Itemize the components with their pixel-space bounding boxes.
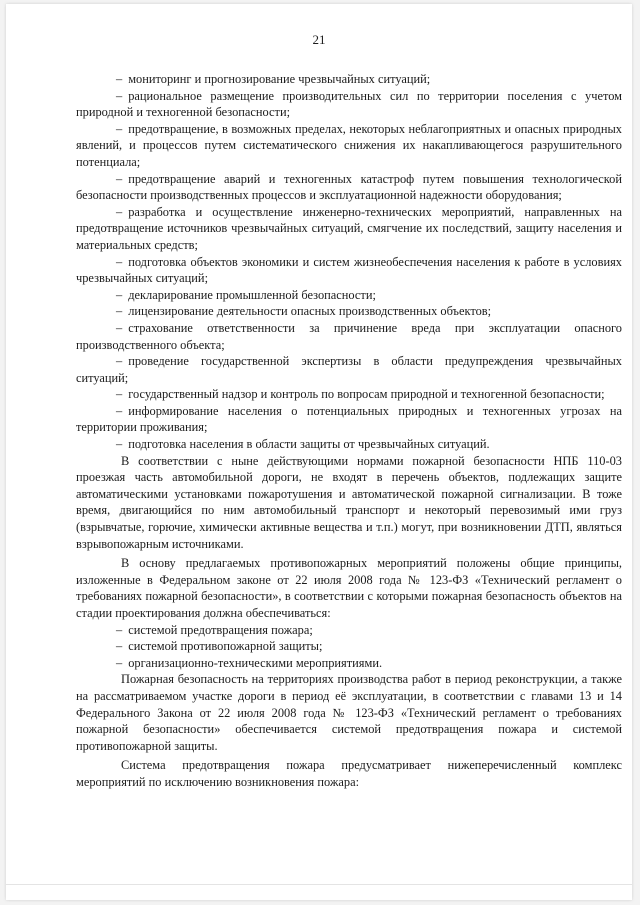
list-dash: – [116, 387, 123, 402]
list-dash: – [116, 354, 123, 369]
list-item-text: декларирование промышленной безопасности; [128, 287, 376, 302]
list-item-text: предотвращение, в возможных пределах, некоторых неблагоприятных и опасных природных явлений, и процессов путем систематического снижения их накапливающегося разрушительного потенциала; [76, 121, 622, 169]
safety-systems-list [76, 622, 622, 672]
paragraph-prevention: Система предотвращения пожара предусматривает нижеперечисленный комплекс мероприятий по исключению возникновения пожара: [76, 758, 622, 789]
list-item [76, 204, 622, 254]
list-item [76, 638, 622, 655]
list-item [76, 622, 622, 639]
list-dash: – [116, 88, 123, 103]
list-item [76, 287, 622, 304]
measures-list [76, 71, 622, 453]
list-item-text: информирование населения о потенциальных природных и техногенных угрозах на территории проживания; [76, 403, 622, 435]
list-item [76, 88, 622, 121]
list-item-text: лицензирование деятельности опасных производственных объектов; [128, 304, 492, 319]
list-dash: – [116, 655, 123, 670]
list-item-text: разработка и осуществление инженерно-технических мероприятий, направленных на предотвращение источников чрезвычайных ситуаций, смягчение их последствий, защиту населения и материальных средств; [76, 204, 622, 252]
list-item [76, 121, 622, 171]
list-dash: – [116, 304, 123, 319]
list-item-text: системой противопожарной защиты; [128, 639, 323, 654]
document-page [6, 4, 632, 900]
list-item-text: подготовка объектов экономики и систем жизнеобеспечения населения к работе в условиях чрезвычайных ситуаций; [76, 254, 622, 286]
page-number: 21 [312, 32, 326, 47]
list-item-text: организационно-техническими мероприятиями. [128, 655, 383, 670]
list-item [76, 320, 622, 353]
list-item-text: рациональное размещение производительных сил по территории поселения с учетом природной и техногенной безопасности; [76, 88, 622, 120]
list-item-text: предотвращение аварий и техногенных катастроф путем повышения технологической безопасности производственных процессов и эксплуатационной надежности оборудования; [76, 171, 622, 203]
list-item-text: системой предотвращения пожара; [128, 622, 313, 637]
list-item [76, 436, 622, 453]
list-item [76, 303, 622, 320]
list-item-text: страхование ответственности за причинение вреда при эксплуатации опасного производственного объекта; [76, 320, 622, 352]
paragraph-fire-safety: Пожарная безопасность на территориях производства работ в период реконструкции, а также на рассматриваемом участке дороги в период её эксплуатации, в соответствии с главами 13 и 14 Федерального Закона от 22 июля 2008 года № 123-ФЗ «Технический регламент о требованиях пожарной безопасности» обеспечивается системой предотвращения пожара и системой противопожарной защиты. [76, 672, 622, 753]
list-dash: – [116, 437, 123, 452]
list-item-text: мониторинг и прогнозирование чрезвычайных ситуаций; [128, 72, 431, 86]
list-dash: – [116, 204, 123, 219]
list-dash: – [116, 287, 123, 302]
list-item [76, 655, 622, 672]
list-dash: – [116, 121, 123, 136]
page-bottom-edge [6, 884, 632, 885]
list-item-text: подготовка населения в области защиты от чрезвычайных ситуаций. [128, 437, 490, 452]
list-item [76, 71, 622, 88]
list-dash: – [116, 254, 123, 269]
body-text [76, 71, 622, 791]
list-dash: – [116, 403, 123, 418]
list-item-text: проведение государственной экспертизы в области предупреждения чрезвычайных ситуаций; [76, 354, 622, 385]
list-item [76, 386, 622, 403]
list-dash: – [116, 171, 123, 186]
list-item [76, 353, 622, 386]
list-item-text: государственный надзор и контроль по вопросам природной и техногенной безопасности; [128, 387, 605, 402]
paragraph-principles: В основу предлагаемых противопожарных мероприятий положены общие принципы, изложенные в Федеральном законе от 22 июля 2008 года № 123-ФЗ «Технический регламент о требованиях пожарной безопасности», в соответствии с которыми пожарная безопасность объектов на стадии проектирования должна обеспечиваться: [76, 556, 622, 620]
list-dash: – [116, 622, 123, 637]
list-item [76, 403, 622, 436]
paragraph-npb: В соответствии с ныне действующими нормами пожарной безопасности НПБ 110-03 проезжая часть автомобильной дороги, не входят в перечень объектов, подлежащих защите автоматическими установками пожаротушения и автоматической пожарной сигнализации. В тоже время, двигающийся по ним автомобильный транспорт и некоторый перевозимый ими груз (взрывчатые, горючие, химически активные вещества и т.п.) могут, при возникновении ДТП, являться взрывопожарным источниками. [76, 453, 622, 551]
list-dash: – [116, 639, 123, 654]
list-dash: – [116, 72, 123, 86]
list-item [76, 254, 622, 287]
list-dash: – [116, 320, 123, 335]
list-item [76, 171, 622, 204]
